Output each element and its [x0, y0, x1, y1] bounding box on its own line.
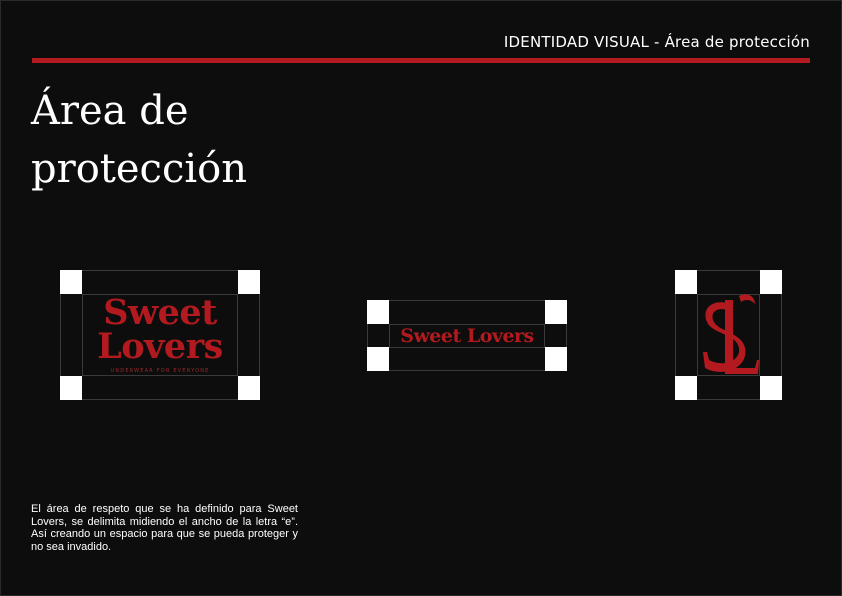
- logo-word-sweet: Sweet: [103, 292, 217, 333]
- corner-square: [238, 270, 260, 294]
- section-title: IDENTIDAD VISUAL - Área de protección: [503, 33, 810, 51]
- corner-square: [545, 300, 567, 324]
- sl-monogram-logo: [695, 290, 762, 380]
- monogram-protection-area: [675, 270, 782, 400]
- horizontal-logo-protection-area: [367, 300, 567, 371]
- page-title-line-2: protección: [31, 146, 247, 192]
- corner-square: [675, 376, 697, 400]
- corner-square: [238, 376, 260, 400]
- header-divider: [32, 58, 810, 63]
- corner-square: [367, 347, 389, 371]
- corner-square: [545, 347, 567, 371]
- corner-square: [60, 270, 82, 294]
- corner-square: [60, 376, 82, 400]
- corner-square: [760, 270, 782, 294]
- page-title-line-1: Área de: [31, 88, 189, 134]
- page-title: [31, 82, 351, 198]
- protection-area-description: El área de respeto que se ha definido para Sweet Lovers, se delimita midiendo el ancho de la letra “e”. Así creando un espacio para que se pueda proteger y no sea invadido.: [31, 503, 298, 553]
- primary-logo-protection-area: [60, 270, 260, 400]
- corner-square: [367, 300, 389, 324]
- corner-square: [675, 270, 697, 294]
- primary-logo: [82, 292, 238, 374]
- logo-tagline: UNDERWEAR FOR EVERYONE: [110, 368, 210, 374]
- corner-square: [760, 376, 782, 400]
- logo-word-lovers: Lovers: [97, 326, 223, 367]
- horizontal-logo: Sweet Lovers: [400, 325, 534, 347]
